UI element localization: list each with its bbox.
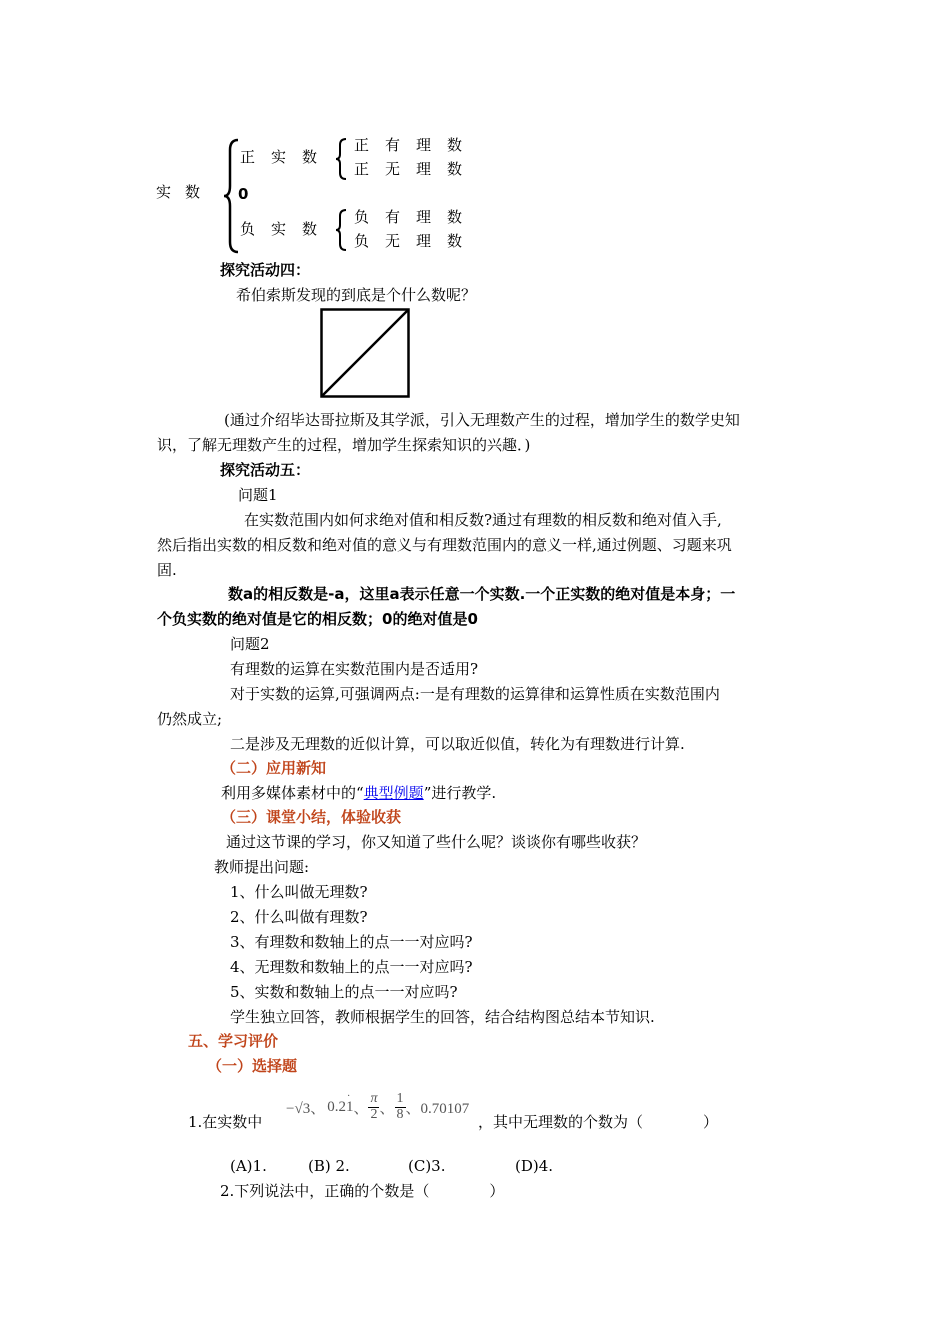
- repeating-decimal-base: 0.2: [327, 1098, 346, 1115]
- activity4-note-line1: (通过介绍毕达哥拉斯及其学派，引入无理数产生的过程，增加学生的数学史知: [224, 411, 740, 429]
- negative-brace: [334, 208, 348, 252]
- activity5-heading: 探究活动五：: [220, 461, 311, 479]
- q1-number-list: [286, 1085, 469, 1129]
- activity4-note-line2: 识，了解无理数产生的过程，增加学生探索知识的兴趣．): [157, 436, 531, 454]
- evaluation-heading: 五、学习评价: [188, 1032, 279, 1050]
- positive-rational-label: 正有理数: [354, 136, 479, 154]
- root-label: 实数: [156, 183, 215, 201]
- repeating-decimal: [327, 1090, 354, 1116]
- summary-line1: 通过这节课的学习，你又知道了些什么呢？谈谈你有哪些收获？: [226, 833, 647, 851]
- apply-text: [221, 786, 496, 801]
- apply-text-after: ”进行教学.: [423, 784, 497, 802]
- summary-closing: 学生独立回答，教师根据学生的回答，结合结构图总结本节知识.: [230, 1008, 655, 1026]
- positive-irrational-label: 正无理数: [354, 160, 479, 178]
- one-eighth: $\frac{1}{8}$: [396, 1090, 404, 1122]
- repeat-dot-icon: ·: [346, 1090, 351, 1102]
- question2-line2: 对于实数的运算,可强调两点:一是有理数的运算律和运算性质在实数范围内: [230, 685, 720, 703]
- evaluation-subheading: （一）选择题: [207, 1057, 298, 1075]
- zero-label: 0: [238, 185, 249, 203]
- q1-option-c: (C)3.: [408, 1157, 446, 1175]
- negative-rational-label: 负有理数: [354, 208, 479, 226]
- question1-line1: 在实数范围内如何求绝对值和相反数?通过有理数的相反数和绝对值入手,: [244, 511, 722, 529]
- question-2: 2.下列说法中，正确的个数是（ ）: [220, 1182, 505, 1200]
- q1-suffix: ，其中无理数的个数为（ ）: [478, 1113, 719, 1131]
- summary-heading: （三）课堂小结，体验收获: [221, 808, 402, 826]
- summary-item: 5、实数和数轴上的点一一对应吗?: [230, 983, 458, 1001]
- typical-examples-link[interactable]: 典型例题: [363, 784, 424, 802]
- positive-brace: [334, 137, 348, 181]
- summary-item: 4、无理数和数轴上的点一一对应吗?: [230, 958, 473, 976]
- q1-option-b: (B) 2.: [308, 1157, 350, 1175]
- question2-line4: 二是涉及无理数的近似计算，可以取近似值，转化为有理数进行计算.: [230, 735, 685, 753]
- q1-prefix: 1.在实数中: [188, 1113, 263, 1131]
- neg-sqrt3: −√3、: [286, 1100, 326, 1117]
- key-point-line1: 数a的相反数是-a，这里a表示任意一个实数.一个正实数的绝对值是本身；一: [228, 585, 736, 603]
- q1-option-a: (A)1.: [230, 1157, 267, 1175]
- repeating-digit: 1 ·: [345, 1090, 354, 1115]
- positive-real-label: 正实数: [240, 148, 334, 166]
- last-number: 、0.70107: [405, 1100, 470, 1117]
- apply-heading: （二）应用新知: [221, 759, 327, 777]
- activity4-question: 希伯索斯发现的到底是个什么数呢？: [236, 286, 477, 304]
- negative-irrational-label: 负无理数: [354, 232, 479, 250]
- summary-line2: 教师提出问题:: [214, 858, 310, 876]
- question2-label: 问题2: [230, 635, 270, 653]
- key-point-line2: 个负实数的绝对值是它的相反数；0的绝对值是0: [157, 610, 478, 628]
- question1-line2: 然后指出实数的相反数和绝对值的意义与有理数范围内的意义一样,通过例题、习题来巩: [157, 536, 732, 554]
- question2-line3: 仍然成立;: [157, 710, 223, 728]
- activity4-heading: 探究活动四：: [220, 261, 311, 279]
- summary-item: 1、什么叫做无理数?: [230, 883, 368, 901]
- pi-over-2: $\frac{\pi}{2}$: [370, 1090, 378, 1122]
- separator: 、: [379, 1100, 395, 1117]
- summary-item: 2、什么叫做有理数?: [230, 908, 368, 926]
- q1-option-d: (D)4.: [515, 1157, 554, 1175]
- question2-line1: 有理数的运算在实数范围内是否适用?: [230, 660, 479, 678]
- question1-label: 问题1: [238, 486, 278, 504]
- negative-real-label: 负实数: [240, 220, 334, 238]
- question1-line3: 固.: [157, 561, 177, 579]
- square-diagonal-figure: [320, 308, 410, 398]
- apply-text-before: 利用多媒体素材中的“: [221, 784, 364, 802]
- summary-item: 3、有理数和数轴上的点一一对应吗?: [230, 933, 473, 951]
- separator: 、: [353, 1100, 369, 1117]
